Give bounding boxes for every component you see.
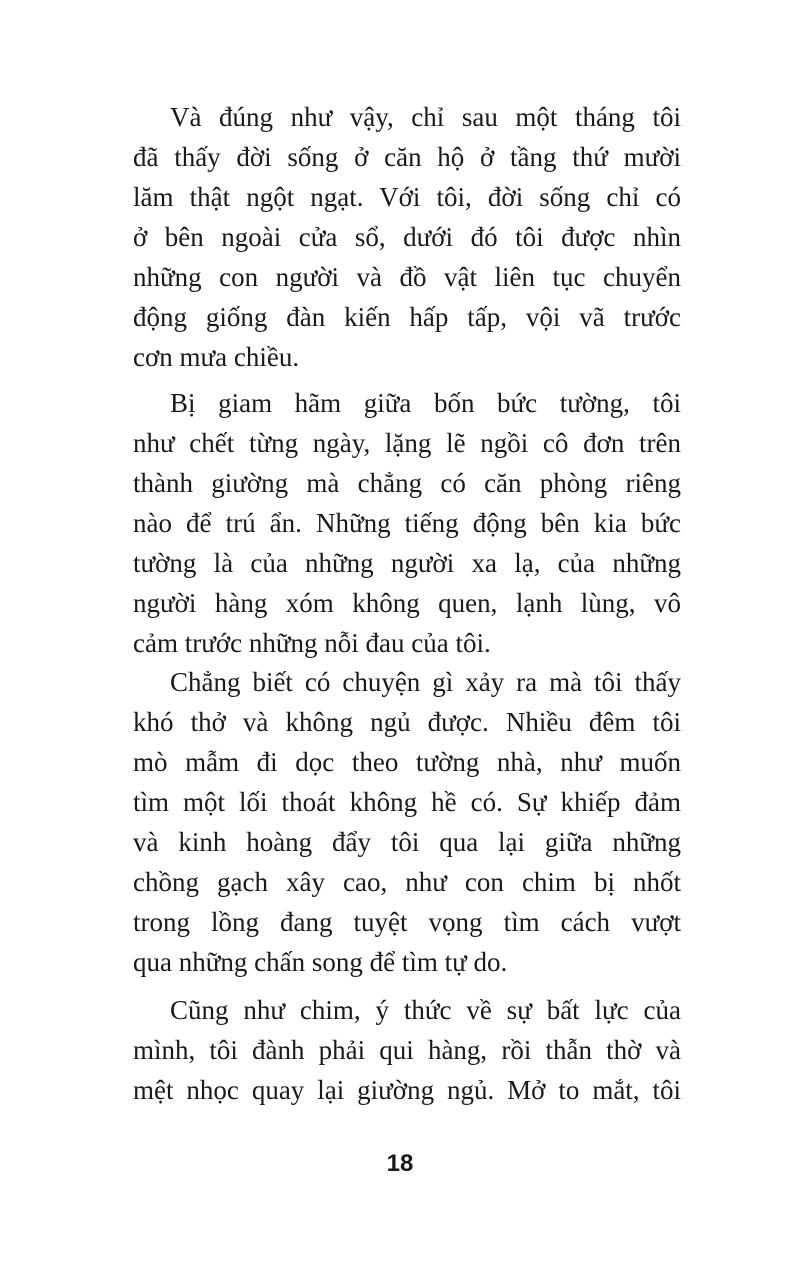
text-line: cơn mưa chiều. [133, 342, 300, 372]
text-line: Chẳng biết có chuyện gì xảy ra mà tôi thấy [170, 667, 681, 697]
text-line: thành giường mà chẳng có căn phòng riêng [133, 468, 681, 498]
page-number: 18 [386, 1150, 414, 1177]
text-line: động giống đàn kiến hấp tấp, vội vã trước [133, 302, 681, 332]
paragraph-3 [133, 662, 681, 982]
text-line: đã thấy đời sống ở căn hộ ở tầng thứ mười [133, 142, 681, 172]
text-line: mệt nhọc quay lại giường ngủ. Mở to mắt, tôi [133, 1075, 681, 1105]
text-line: lăm thật ngột ngạt. Với tôi, đời sống chỉ có [133, 182, 681, 212]
text-line: tìm một lối thoát không hề có. Sự khiếp đảm [133, 787, 681, 817]
text-line: cảm trước những nỗi đau của tôi. [133, 628, 491, 658]
text-line: khó thở và không ngủ được. Nhiều đêm tôi [133, 707, 681, 737]
text-line: tường là của những người xa lạ, của những [133, 548, 681, 578]
text-line: những con người và đồ vật liên tục chuyển [133, 262, 681, 292]
text-line: Và đúng như vậy, chỉ sau một tháng tôi [170, 102, 681, 132]
text-line: chồng gạch xây cao, như con chim bị nhốt [133, 867, 681, 897]
paragraph-4 [133, 990, 681, 1110]
text-line: qua những chấn song để tìm tự do. [133, 947, 508, 977]
text-line: mình, tôi đành phải qui hàng, rồi thẫn thờ và [133, 1035, 681, 1065]
text-line: người hàng xóm không quen, lạnh lùng, vô [133, 588, 681, 618]
paragraph-1 [133, 97, 681, 377]
text-line: nào để trú ẩn. Những tiếng động bên kia bức [133, 508, 681, 538]
text-line: như chết từng ngày, lặng lẽ ngồi cô đơn trên [133, 428, 681, 458]
text-line: Bị giam hãm giữa bốn bức tường, tôi [170, 388, 681, 418]
text-line: mò mẫm đi dọc theo tường nhà, như muốn [133, 747, 681, 777]
text-line: Cũng như chim, ý thức về sự bất lực của [170, 995, 681, 1025]
text-line: trong lồng đang tuyệt vọng tìm cách vượt [133, 907, 681, 937]
text-line: và kinh hoàng đẩy tôi qua lại giữa những [133, 827, 681, 857]
paragraph-2 [133, 383, 681, 663]
text-line: ở bên ngoài cửa sổ, dưới đó tôi được nhìn [133, 222, 681, 252]
